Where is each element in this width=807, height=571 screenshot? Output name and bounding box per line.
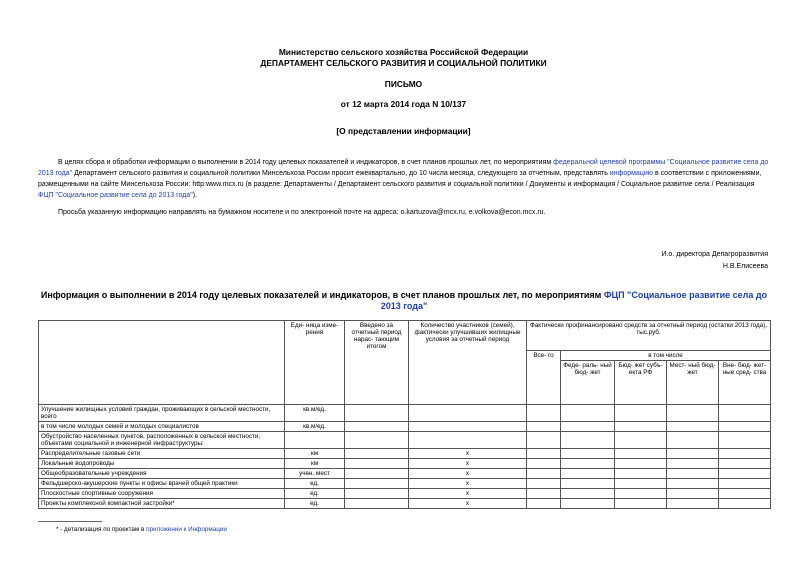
header-unit: Еди- ница изме- рения — [285, 321, 345, 405]
header-federal: Феде- раль- ный бюд- жет — [561, 361, 615, 405]
header-regional: Бюд- жет субъ- екта РФ — [615, 361, 667, 405]
row-unit — [285, 432, 345, 449]
header-funding: Фактически профинансировано средств за отчетный период (остатки 2013 года), тыс.руб. — [527, 321, 771, 351]
row-x — [409, 422, 527, 432]
body-paragraph-2: Просьба указанную информацию направлять на бумажном носителе и по электронной почте на адреса: o.kartuzova@mcx.ru, e.volkova@econ.mcx.ru. — [58, 209, 546, 216]
header-introduced: Введено за отчетный период нарас- тающим итогом — [345, 321, 409, 405]
appendix-title — [38, 290, 770, 312]
header-name-cell — [39, 321, 285, 405]
row-unit: кв.м/ед. — [285, 422, 345, 432]
header-offbudget: Вне- бюд- жет- ные сред- ства — [719, 361, 771, 405]
row-name: Локальные водопроводы — [39, 459, 285, 469]
indicators-table — [38, 320, 771, 509]
row-name: Обустройство населенных пунктов, расположенных в сельской местности, объектами социальной и инженерной инфраструктуры: — [39, 432, 285, 449]
document-date-number: от 12 марта 2014 года N 10/137 — [340, 99, 467, 109]
appendix-fcp-link[interactable]: ФЦП "Социальное развитие села до 2013 года" — [380, 290, 768, 311]
footnote-text: * - детализация по проектам в — [56, 526, 147, 533]
program-link[interactable]: федеральной целевой программы "Социальное развитие села до 2013 года" — [38, 159, 769, 177]
row-unit: учен. мест — [285, 469, 345, 479]
row-name: в том числе молодых семей и молодых специалистов — [39, 422, 285, 432]
table-row — [39, 489, 771, 499]
row-name: Фельдшерско-акушерские пункты и офисы врачей общей практики — [39, 479, 285, 489]
p1-text-c: в соответствии с приложениями, размещенными на сайте Минсельхоза России: http:www.mcx.ru (в разделе: Департаменты / Департамент сельского развития и социальной политики / Документы и информация / Социальное развитие села / Реализация — [38, 170, 762, 188]
table-row — [39, 432, 771, 449]
body-paragraph-1 — [38, 157, 770, 201]
footnote-divider — [38, 521, 102, 522]
row-unit: ед. — [285, 479, 345, 489]
row-unit: ед. — [285, 499, 345, 509]
p1-text-a: В целях сбора и обработки информации о выполнении в 2014 году целевых показателей и индикаторов, в счет планов прошлых лет, по мероприятиям — [58, 159, 554, 166]
row-name: Улучшение жилищных условий граждан, проживающих в сельской местности, всего — [39, 405, 285, 422]
table-row — [39, 499, 771, 509]
row-unit: км — [285, 449, 345, 459]
table-row — [39, 469, 771, 479]
footnote — [56, 526, 227, 533]
row-unit: ед. — [285, 489, 345, 499]
ministry-name: Министерство сельского хозяйства Российской Федерации — [278, 47, 529, 57]
row-x — [409, 432, 527, 449]
header-local: Мест- ный бюд- жет — [667, 361, 719, 405]
signature-name: Н.В.Елисеева — [722, 263, 768, 270]
row-name: Общеобразовательные учреждения — [39, 469, 285, 479]
row-x: x — [409, 479, 527, 489]
table-row — [39, 405, 771, 422]
row-name: Плоскостные спортивные сооружения — [39, 489, 285, 499]
signature-title: И.о. директора Депагроразвития — [661, 251, 768, 258]
header-participants: Количество участников (семей), фактически улучшивших жилищные условия за отчетный период — [409, 321, 527, 405]
row-x: x — [409, 449, 527, 459]
row-x: x — [409, 499, 527, 509]
footnote-link[interactable]: приложении к Информации — [146, 526, 227, 533]
fcp-link[interactable]: ФЦП "Социальное развитие села до 2013 года" — [38, 192, 193, 199]
row-x: x — [409, 469, 527, 479]
table-row — [39, 459, 771, 469]
document-subject: [О представлении информации] — [336, 126, 471, 136]
row-x: x — [409, 459, 527, 469]
header-total: Все- го — [527, 351, 561, 405]
row-unit: кв.м/ед. — [285, 405, 345, 422]
row-x — [409, 405, 527, 422]
table-row — [39, 449, 771, 459]
row-x: x — [409, 489, 527, 499]
row-name: Распределительные газовые сети — [39, 449, 285, 459]
department-name: ДЕПАРТАМЕНТ СЕЛЬСКОГО РАЗВИТИЯ И СОЦИАЛЬНОЙ ПОЛИТИКИ — [260, 58, 547, 68]
p1-text-d: ). — [192, 192, 197, 199]
header-including: в том числе — [561, 351, 771, 361]
information-link[interactable]: информацию — [609, 170, 653, 177]
table-row — [39, 479, 771, 489]
row-name: Проекты комплексной компактной застройки* — [39, 499, 285, 509]
p1-text-b: Департамент сельского развития и социальной политики Минсельхоза России просит ежеквартально, до 10 числа месяца, следующего за отчетным, представлять — [72, 170, 610, 177]
appendix-title-text: Информация о выполнении в 2014 году целевых показателей и индикаторов, в счет планов прошлых лет, по мероприятиям — [40, 290, 604, 300]
row-unit: км — [285, 459, 345, 469]
table-row — [39, 422, 771, 432]
document-type: ПИСЬМО — [384, 79, 423, 89]
